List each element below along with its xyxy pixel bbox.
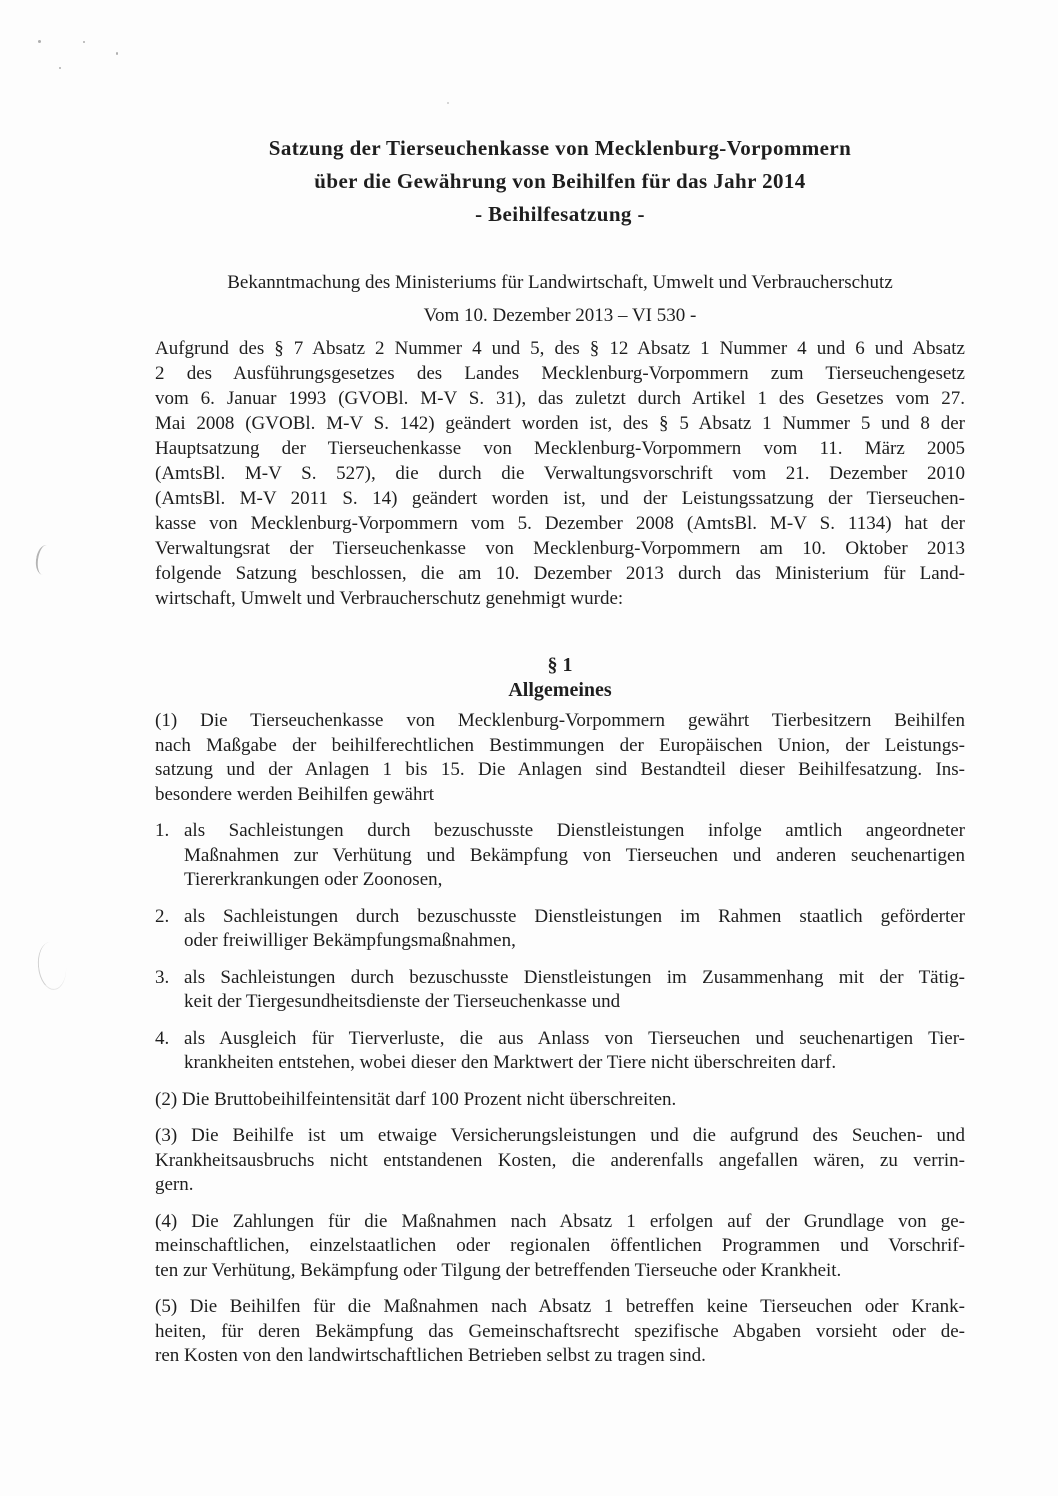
text-line: nach Maßgabe der beihilferechtlichen Bestimmungen der Europäischen Union, der Leistungs- <box>155 734 965 756</box>
date-reference: Vom 10. Dezember 2013 – VI 530 - <box>423 305 697 326</box>
paragraph-5 <box>155 1295 965 1369</box>
text-line: besondere werden Beihilfen gewährt <box>155 783 435 805</box>
text-line: Hauptsatzung der Tierseuchenkasse von Mecklenburg-Vorpommern vom 11. März 2005 <box>155 438 965 459</box>
text-line: ten zur Verhütung, Bekämpfung oder Tilgung der betreffenden Tierseuche oder Krankheit. <box>155 1259 842 1281</box>
text-line: meinschaftlichen, einzelstaatlichen oder regionalen öffentlichen Programmen und Vorschrif- <box>155 1235 965 1256</box>
text-line: als Sachleistungen durch bezuschusste Dienstleistungen im Zusammenhang mit der Tätig- <box>184 966 965 988</box>
text-line: Verwaltungsrat der Tierseuchenkasse von Mecklenburg-Vorpommern am 10. Oktober 2013 <box>155 538 965 559</box>
text-line: kasse von Mecklenburg-Vorpommern vom 5. Dezember 2008 (AmtsBl. M-V S. 1134) hat der <box>155 513 965 534</box>
text-line: keit der Tiergesundheitsdienste der Tierseuchenkasse und <box>184 991 621 1012</box>
document-title <box>155 132 965 231</box>
text-line: als Sachleistungen durch bezuschusste Dienstleistungen im Rahmen staatlich geförderter <box>184 905 965 927</box>
scan-arc-mark <box>34 544 55 576</box>
text-line: Tiererkrankungen oder Zoonosen, <box>184 869 443 890</box>
text-line: über die Gewährung von Beihilfen für das Jahr 2014 <box>314 169 806 193</box>
list-item-4 <box>155 1027 965 1076</box>
text-line: (4) Die Zahlungen für die Maßnahmen nach Absatz 1 erfolgen auf der Grundlage von ge- <box>155 1210 965 1232</box>
list-marker: 3. <box>155 966 170 988</box>
text-line: Satzung der Tierseuchenkasse von Mecklenburg-Vorpommern <box>268 136 852 160</box>
text-line: Aufgrund des § 7 Absatz 2 Nummer 4 und 5, des § 12 Absatz 1 Nummer 4 und 6 und Absatz <box>155 338 965 359</box>
list-marker: 2. <box>155 905 170 927</box>
announcement-line: Bekanntmachung des Ministeriums für Landwirtschaft, Umwelt und Verbraucherschutz <box>227 272 893 293</box>
text-line: als Sachleistungen durch bezuschusste Dienstleistungen infolge amtlich angeordneter <box>184 820 965 841</box>
text-line: Krankheitsausbruchs nicht entstandenen Kosten, die anderenfalls angefallen wären, zu verrin- <box>155 1149 965 1171</box>
list-item-1 <box>155 819 965 893</box>
list-item-text <box>184 1027 965 1076</box>
section-1-heading <box>155 653 965 703</box>
text-line: ren Kosten von den landwirtschaftlichen Betrieben selbst zu tragen sind. <box>155 1345 706 1366</box>
text-line: (3) Die Beihilfe ist um etwaige Versicherungsleistungen und die aufgrund des Seuchen- und <box>155 1125 965 1146</box>
text-line: (1) Die Tierseuchenkasse von Mecklenburg-Vorpommern gewährt Tierbesitzern Beihilfen <box>155 710 965 731</box>
text-line: folgende Satzung beschlossen, die am 10. Dezember 2013 durch das Ministerium für Land- <box>155 563 965 584</box>
scan-speck <box>59 67 61 69</box>
text-line: (2) Die Bruttobeihilfeintensität darf 100 Prozent nicht überschreiten. <box>155 1088 677 1110</box>
list-item-text <box>184 966 965 1015</box>
scan-speck <box>116 52 118 55</box>
scan-speck <box>38 40 41 43</box>
text-line: (AmtsBl. M-V S. 527), die durch die Verwaltungsvorschrift vom 21. Dezember 2010 <box>155 463 965 484</box>
text-line: wirtschaft, Umwelt und Verbraucherschutz genehmigt wurde: <box>155 588 624 609</box>
text-line: oder freiwilliger Bekämpfungsmaßnahmen, <box>184 930 516 951</box>
list-marker: 4. <box>155 1027 170 1049</box>
text-line: (AmtsBl. M-V 2011 S. 14) geändert worden ist, und der Leistungssatzung der Tierseuchen- <box>155 488 965 509</box>
list-item-2 <box>155 905 965 954</box>
scan-speck <box>83 41 85 43</box>
text-line: satzung und der Anlagen 1 bis 15. Die Anlagen sind Bestandteil dieser Beihilfesatzung. Ins- <box>155 759 965 780</box>
list-item-3 <box>155 966 965 1015</box>
list-item-text <box>184 819 965 893</box>
section-title: Allgemeines <box>508 679 612 701</box>
preamble-paragraph <box>155 336 965 611</box>
document-body <box>155 0 965 1369</box>
text-line: - Beihilfesatzung - <box>475 202 645 226</box>
paragraph-1 <box>155 709 965 807</box>
list-item-text <box>184 905 965 954</box>
text-line: (5) Die Beihilfen für die Maßnahmen nach Absatz 1 betreffen keine Tierseuchen oder Krank- <box>155 1296 965 1317</box>
paragraph-4 <box>155 1210 965 1284</box>
section-number: § 1 <box>547 654 573 676</box>
text-line: Mai 2008 (GVOBl. M-V S. 142) geändert worden ist, des § 5 Absatz 1 Nummer 5 und 8 der <box>155 413 965 434</box>
list-marker: 1. <box>155 820 170 841</box>
paragraph-2 <box>155 1088 965 1113</box>
text-line: krankheiten entstehen, wobei dieser den Marktwert der Tiere nicht überschreiten darf. <box>184 1052 837 1073</box>
text-line: vom 6. Januar 1993 (GVOBl. M-V S. 31), das zuletzt durch Artikel 1 des Gesetzes vom 27. <box>155 388 965 409</box>
text-line: gern. <box>155 1174 194 1195</box>
text-line: 2 des Ausführungsgesetzes des Landes Mecklenburg-Vorpommern zum Tierseuchengesetz <box>155 363 965 384</box>
text-line: als Ausgleich für Tierverluste, die aus Anlass von Tierseuchen und seuchenartigen Tier- <box>184 1027 965 1049</box>
scan-arc-mark <box>36 941 69 992</box>
paragraph-3 <box>155 1124 965 1198</box>
text-line: heiten, für deren Bekämpfung das Gemeinschaftsrecht spezifische Abgaben vorsieht oder de- <box>155 1320 965 1342</box>
text-line: Maßnahmen zur Verhütung und Bekämpfung von Tierseuchen und anderen seuchenartigen <box>184 844 965 866</box>
